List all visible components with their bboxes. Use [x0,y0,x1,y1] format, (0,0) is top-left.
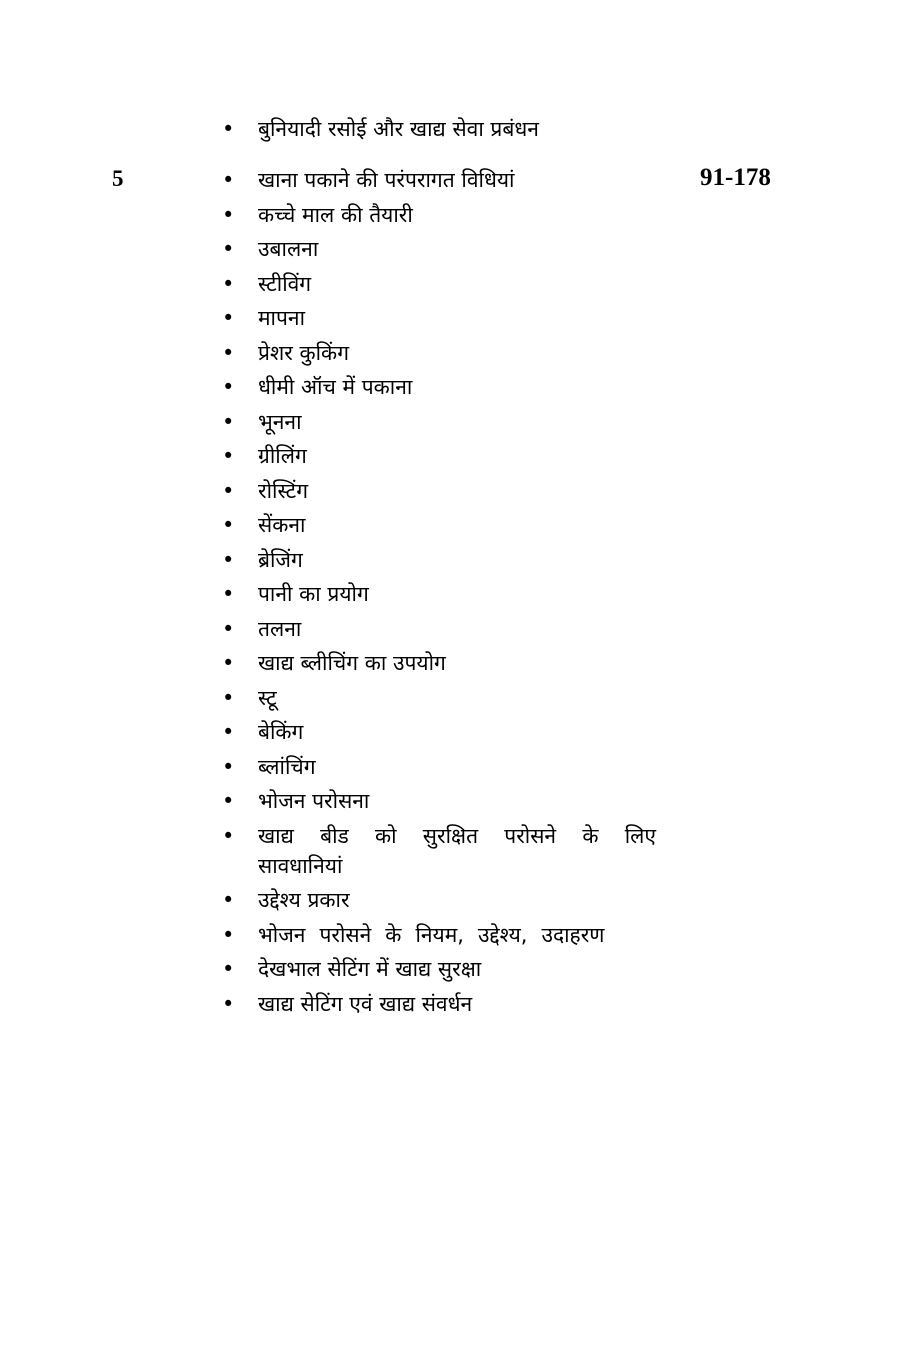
topic-list [222,165,656,1023]
topic-text: स्टीविंग [258,271,312,296]
bullet-icon: • [222,547,235,572]
topic-text: खाद्य बीड को सुरक्षित परोसने के लिए सावधानियां [258,823,656,878]
topic-text: भोजन परोसना [258,789,370,813]
topic-text: बेकिंग [258,720,304,744]
list-item [222,683,656,713]
list-item [222,920,656,950]
bullet-icon: • [222,685,235,710]
bullet-icon: • [222,991,235,1016]
list-item [222,441,656,471]
bullet-icon: • [222,117,235,141]
bullet-icon: • [222,409,235,434]
topic-text: ब्लांचिंग [258,754,316,779]
list-item [222,303,656,333]
bullet-icon: • [222,651,235,675]
list-item [222,510,656,540]
bullet-icon: • [222,888,235,912]
bullet-icon: • [222,375,235,399]
list-item [222,407,656,437]
bullet-icon: • [222,789,235,813]
list-item [222,885,656,915]
topic-text: पानी का प्रयोग [258,582,369,606]
list-item [222,114,656,144]
topic-text: उबालना [258,237,319,261]
bullet-icon: • [222,478,235,503]
bullet-icon: • [222,616,235,641]
list-item [222,338,656,368]
topic-text: भोजन परोसने के नियम, उद्देश्य, उदाहरण [258,922,605,947]
bullet-icon: • [222,340,235,365]
topic-text: खाद्य सेटिंग एवं खाद्य संवर्धन [258,991,473,1016]
topic-text: खाद्य ब्लीचिंग का उपयोग [258,651,446,675]
bullet-icon: • [222,202,235,227]
list-item [222,269,656,299]
topic-text: भूनना [258,409,302,434]
topic-text: स्टू [258,685,277,710]
topic-text: रोस्टिंग [258,478,309,503]
bullet-icon: • [222,306,235,330]
topic-text: ब्रेजिंग [258,547,303,572]
topic-text: धीमी ऑच में पकाना [258,375,413,399]
bullet-icon: • [222,271,235,296]
bullet-icon: • [222,823,235,848]
list-item [222,821,656,881]
list-item [222,717,656,747]
topic-text: मापना [258,306,306,330]
topic-text: ग्रीलिंग [258,444,307,468]
bullet-icon: • [222,720,235,744]
list-item [222,786,656,816]
bullet-icon: • [222,444,235,468]
topic-text: तलना [258,616,302,641]
list-item [222,545,656,575]
bullet-icon: • [222,237,235,261]
unit-number: 5 [112,166,124,191]
bullet-icon: • [222,513,235,537]
list-item [222,954,656,984]
topic-text: सेंकना [258,513,306,537]
topic-text: बुनियादी रसोई और खाद्य सेवा प्रबंधन [258,117,539,141]
list-item [222,579,656,609]
list-item [222,648,656,678]
bullet-icon: • [222,754,235,779]
topic-text: उद्देश्य प्रकार [258,888,350,912]
topic-text: देखभाल सेटिंग में खाद्य सुरक्षा [258,957,482,981]
topic-text: प्रेशर कुकिंग [258,340,350,365]
topic-text: खाना पकाने की परंपरागत विधियां [258,168,515,192]
list-item [222,752,656,782]
list-item [222,200,656,230]
list-item [222,234,656,264]
intro-topic-list [222,114,656,149]
bullet-icon: • [222,957,235,981]
list-item [222,165,656,195]
bullet-icon: • [222,168,235,192]
topic-text: कच्चे माल की तैयारी [258,202,413,227]
bullet-icon: • [222,922,235,947]
bullet-icon: • [222,582,235,606]
list-item [222,989,656,1019]
list-item [222,476,656,506]
list-item [222,614,656,644]
page-range: 91-178 [700,164,771,191]
list-item [222,372,656,402]
